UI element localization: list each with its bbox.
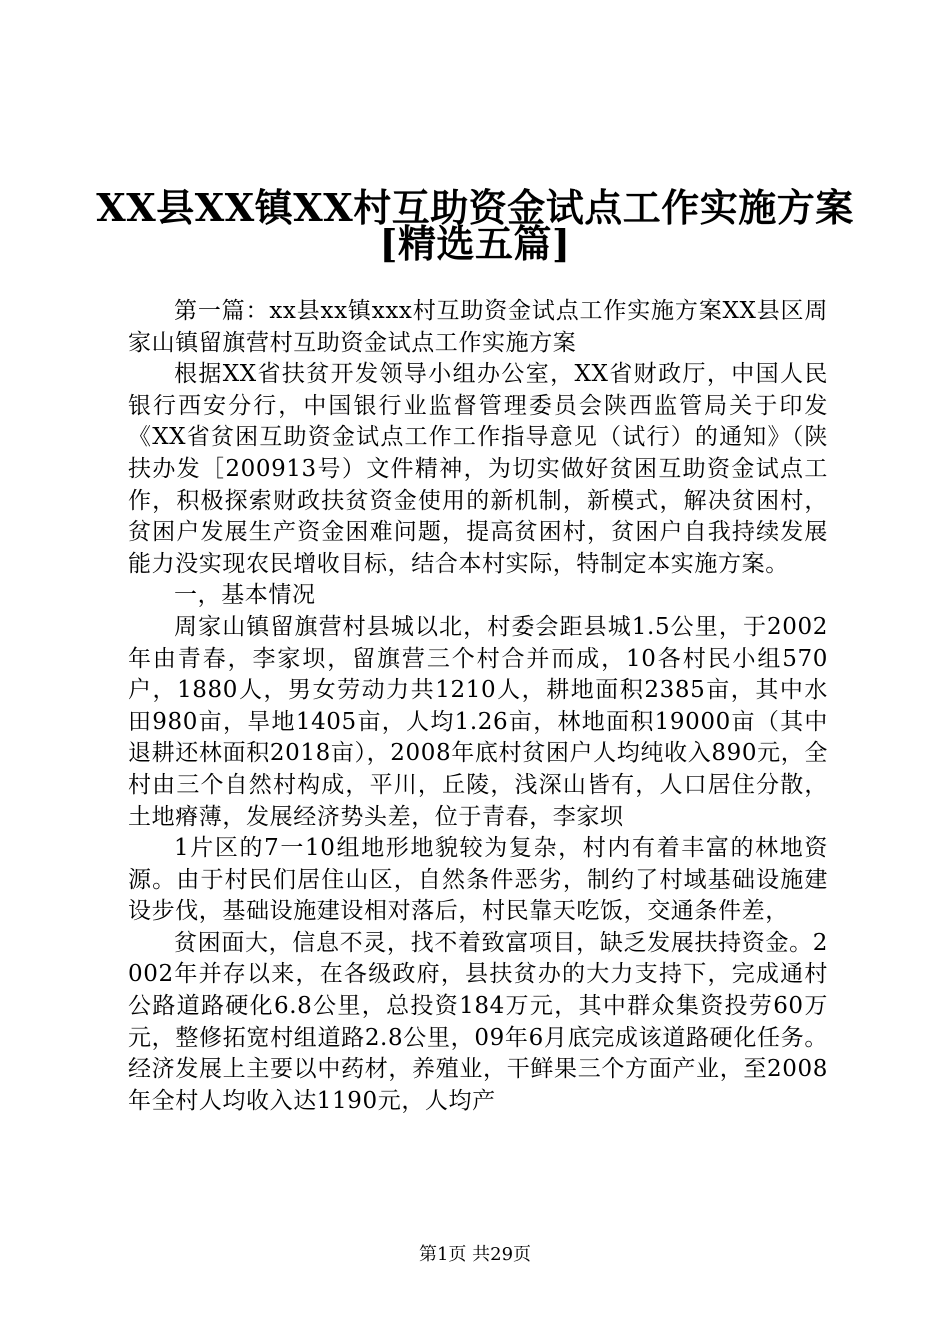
- section-heading-basic-situation: 一，基本情况: [174, 582, 316, 609]
- paragraph-village-overview: 周家山镇留旗营村县城以北，村委会距县城1.5公里，于2002年由青春，李家坝，留旗营三个村合并而成，10各村民小组570户，1880人，男女劳动力共1210人，耕地面积2385亩，其中水田980亩，旱地1405亩，人均1.26亩，林地面积19000亩（其中退耕还林面积2018亩），2008年底村贫困户人均纯收入890元，全村由三个自然村构成，平川，丘陵，浅深山皆有，人口居住分散，土地瘠薄，发展经济势头差，位于青春，李家坝: [128, 613, 828, 830]
- paragraph-background: 根据XX省扶贫开发领导小组办公室，XX省财政厅，中国人民银行西安分行，中国银行业监督管理委员会陕西监管局关于印发《XX省贫困互助资金试点工作工作指导意见（试行）的通知》（陕扶办发［200913号）文件精神，为切实做好贫困互助资金试点工作，积极探索财政扶贫资金使用的新机制，新模式，解决贫困村，贫困户发展生产资金困难问题，提高贫困村，贫困户自我持续发展能力没实现农民增收目标，结合本村实际，特制定本实施方案。: [128, 361, 828, 577]
- document-subtitle: [精选五篇]: [379, 221, 571, 266]
- page-footer: 第1页 共29页: [418, 1244, 532, 1265]
- paragraph-intro: 第一篇：xx县xx镇xxx村互助资金试点工作实施方案XX县区周家山镇留旗营村互助资金试点工作实施方案: [128, 298, 828, 356]
- document-body: [128, 296, 828, 1117]
- document-title: XX县XX镇XX村互助资金试点工作实施方案: [96, 185, 854, 230]
- paragraph-development: 贫困面大，信息不灵，找不着致富项目，缺乏发展扶持资金。2002年并存以来，在各级政府，县扶贫办的大力支持下，完成通村公路道路硬化6.8公里，总投资184万元，其中群众集资投劳60万元，整修拓宽村组道路2.8公里，09年6月底完成该道路硬化任务。经济发展上主要以中药材，养殖业，干鲜果三个方面产业，至2008年全村人均收入达1190元，人均产: [128, 929, 828, 1114]
- paragraph-terrain: 1片区的7一10组地形地貌较为复杂，村内有着丰富的林地资源。由于村民们居住山区，自然条件恶劣，制约了村域基础设施建设步伐，基础设施建设相对落后，村民靠天吃饭，交通条件差，: [128, 835, 828, 925]
